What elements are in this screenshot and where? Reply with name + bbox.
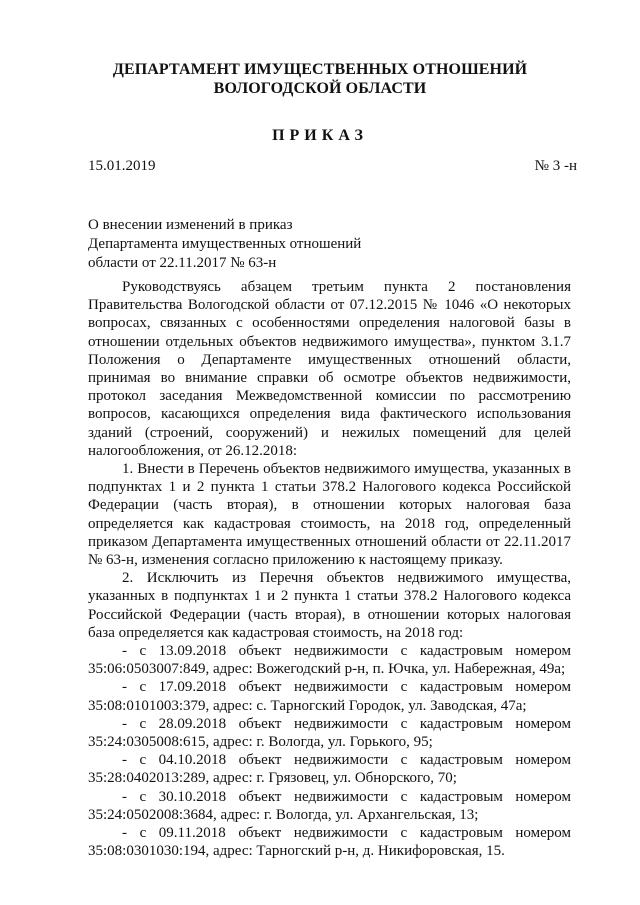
order-body xyxy=(88,278,571,861)
subject-line-1: О внесении изменений в приказ xyxy=(88,217,293,233)
order-number: № 3 -н xyxy=(534,158,577,174)
header-line-2: ВОЛОГОДСКОЙ ОБЛАСТИ xyxy=(213,80,427,97)
exclusion-list-item: - с 30.10.2018 объект недвижимости с кадастровым номером 35:24:0502008:3684, адрес: г. Вологда, ул. Архангельская, 13; xyxy=(88,788,571,823)
order-subject xyxy=(88,216,361,273)
subject-line-3: области от 22.11.2017 № 63-н xyxy=(88,255,277,271)
document-type-title: ПРИКАЗ xyxy=(272,127,368,144)
point-1-paragraph: 1. Внести в Перечень объектов недвижимого имущества, указанных в подпунктах 1 и 2 пункта 1 статьи 378.2 Налогового кодекса Российской Федерации (часть вторая), в отношении которых налоговая база определяется как кадастровая стоимость, на 2018 год, определенный приказом Департамента имущественных отношений области от 22.11.2017 № 63-н, изменения согласно приложению к настоящему приказу. xyxy=(88,461,571,569)
preamble-paragraph: Руководствуясь абзацем третьим пункта 2 постановления Правительства Вологодской области от 07.12.2015 № 1046 «О некоторых вопросах, связанных с особенностями определения налоговой базы в отношении отдельных объектов недвижимого имущества», пунктом 3.1.7 Положения о Департаменте имущественных отношений области, принимая во внимание справки об осмотре объектов недвижимости, протокол заседания Межведомственной комиссии по рассмотрению вопросов, касающихся определения вида фактического использования зданий (строений, сооружений) и нежилых помещений для целей налогообложения, от 26.12.2018: xyxy=(88,279,571,459)
department-header xyxy=(0,60,640,98)
subject-line-2: Департамента имущественных отношений xyxy=(88,236,362,252)
exclusion-list-item: - с 09.11.2018 объект недвижимости с кадастровым номером 35:08:0301030:194, адрес: Тарногский р-н, д. Никифоровская, 15. xyxy=(88,825,571,860)
exclusion-list-item: - с 17.09.2018 объект недвижимости с кадастровым номером 35:08:0101003:379, адрес: с. Тарногский Городок, ул. Заводская, 47а; xyxy=(88,679,571,714)
point-2-paragraph: 2. Исключить из Перечня объектов недвижимого имущества, указанных в подпунктах 1 и 2 пункта 1 статьи 378.2 Налогового кодекса Российской Федерации (часть вторая), в отношении которых налоговая база определяется как кадастровая стоимость, на 2018 год: xyxy=(88,570,571,641)
exclusion-list-item: - с 13.09.2018 объект недвижимости с кадастровым номером 35:06:0503007:849, адрес: Вожегодский р-н, п. Ючка, ул. Набережная, 49а; xyxy=(88,643,571,678)
header-line-1: ДЕПАРТАМЕНТ ИМУЩЕСТВЕННЫХ ОТНОШЕНИЙ xyxy=(112,61,528,78)
exclusion-list-item: - с 28.09.2018 объект недвижимости с кадастровым номером 35:24:0305008:615, адрес: г. Вологда, ул. Горького, 95; xyxy=(88,715,571,751)
exclusion-list-item: - с 04.10.2018 объект недвижимости с кадастровым номером 35:28:0402013:289, адрес: г. Грязовец, ул. Обнорского, 70; xyxy=(88,752,571,787)
order-date: 15.01.2019 xyxy=(88,158,156,174)
